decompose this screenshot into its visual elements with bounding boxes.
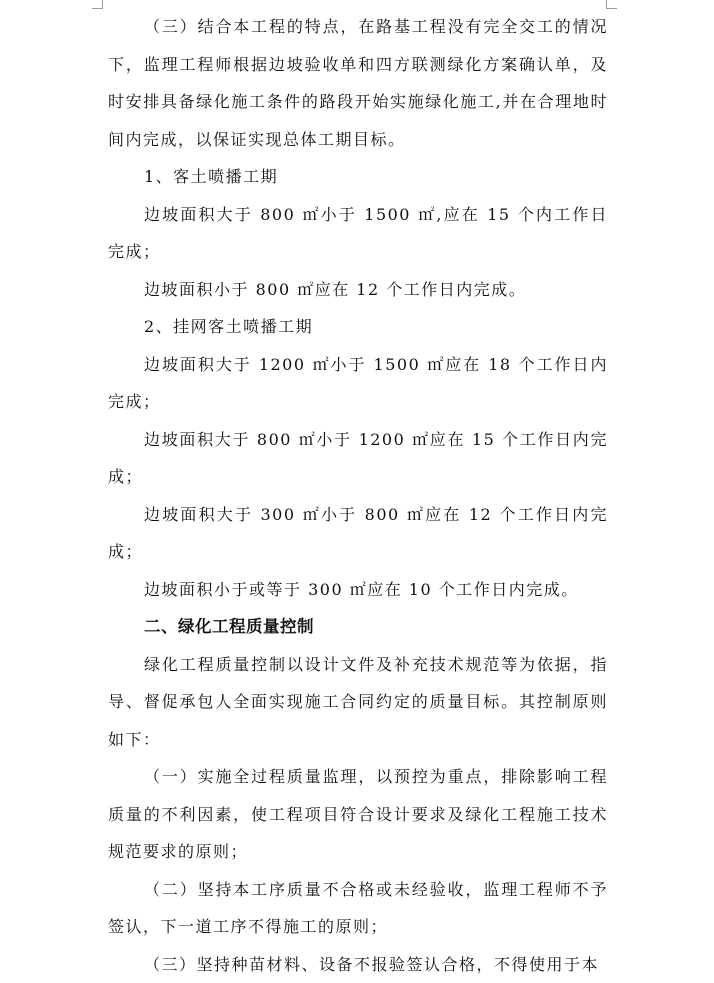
principle-item: （一）实施全过程质量监理，以预控为重点，排除影响工程质量的不利因素，使工程项目符合设计要求及绿化工程施工技术规范要求的原则； bbox=[108, 758, 608, 871]
subheading-mesh-soil-spray-schedule: 2、挂网客土喷播工期 bbox=[108, 308, 608, 346]
schedule-item: 边坡面积小于 800 ㎡应在 12 个工作日内完成。 bbox=[108, 271, 608, 309]
schedule-item: 边坡面积大于 800 ㎡小于 1200 ㎡应在 15 个工作日内完成； bbox=[108, 421, 608, 496]
principle-item: （二）坚持本工序质量不合格或未经验收，监理工程师不予签认，下一道工序不得施工的原则； bbox=[108, 871, 608, 946]
section-heading-quality-control: 二、绿化工程质量控制 bbox=[108, 608, 608, 646]
schedule-item: 边坡面积小于或等于 300 ㎡应在 10 个工作日内完成。 bbox=[108, 571, 608, 609]
schedule-item: 边坡面积大于 1200 ㎡小于 1500 ㎡应在 18 个工作日内完成； bbox=[108, 346, 608, 421]
schedule-item: 边坡面积大于 300 ㎡小于 800 ㎡应在 12 个工作日内完成； bbox=[108, 496, 608, 571]
schedule-item: 边坡面积大于 800 ㎡小于 1500 ㎡,应在 15 个内工作日完成； bbox=[108, 196, 608, 271]
paragraph-schedule-intro: （三）结合本工程的特点，在路基工程没有完全交工的情况下，监理工程师根据边坡验收单和四方联测绿化方案确认单，及时安排具备绿化施工条件的路段开始实施绿化施工,并在合理地时间内完成，以保证实现总体工期目标。 bbox=[108, 8, 608, 158]
document-body bbox=[108, 8, 608, 983]
paragraph-quality-control-basis: 绿化工程质量控制以设计文件及补充技术规范等为依据，指导、督促承包人全面实现施工合同约定的质量目标。其控制原则如下： bbox=[108, 646, 608, 759]
page-corner-mark-left bbox=[92, 0, 103, 9]
subheading-soil-spray-schedule: 1、客土喷播工期 bbox=[108, 158, 608, 196]
principle-item: （三）坚持种苗材料、设备不报验签认合格，不得使用于本 bbox=[108, 946, 608, 983]
